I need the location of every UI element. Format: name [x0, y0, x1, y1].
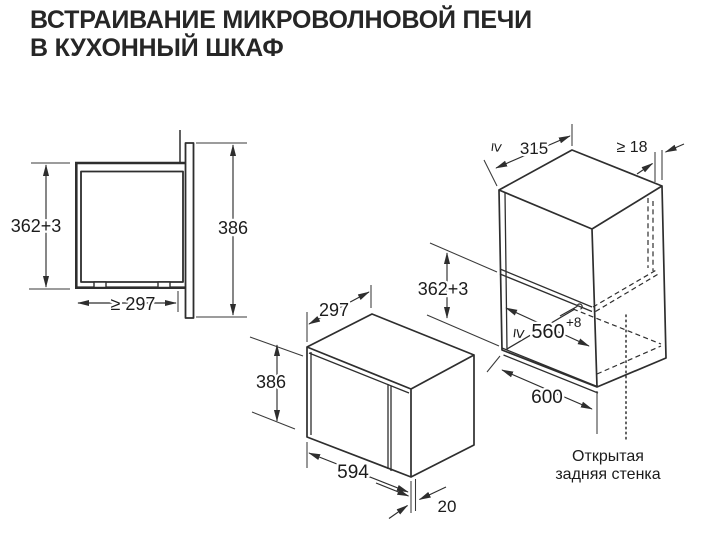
- label-open-back-line1: Открытая: [572, 448, 644, 465]
- arrow-side-thickness-left: [637, 164, 653, 175]
- label-frame-height: 386: [217, 218, 249, 238]
- oven-body-side: [81, 172, 183, 283]
- label-cabinet-niche-height: 362+3: [417, 279, 469, 299]
- label-min-depth: ≥ 297: [110, 294, 156, 314]
- label-side-thickness: ≥ 18: [616, 139, 648, 156]
- page-title-line2: В КУХОННЫЙ ШКАФ: [30, 34, 284, 62]
- label-cabinet-depth: 315: [519, 139, 549, 158]
- label-oven-depth: 297: [318, 300, 350, 320]
- label-oven-width: 594: [337, 462, 369, 483]
- label-niche-width-tolerance: +8: [566, 315, 582, 330]
- oven-front-frame-side: [186, 143, 194, 318]
- arrow-side-thickness-right: [666, 144, 685, 152]
- label-frame-thickness: 20: [437, 497, 457, 516]
- side-view-diagram: [11, 130, 248, 318]
- label-niche-width-min-symbol: ≥: [509, 327, 530, 340]
- page-title-line1: ВСТРАИВАНИЕ МИКРОВОЛНОВОЙ ПЕЧИ: [30, 6, 532, 34]
- label-niche-width: 560: [531, 321, 565, 343]
- arrow-frame-thickness-lower: [389, 506, 408, 519]
- cabinet-box: [499, 150, 666, 387]
- label-cabinet-depth-min-symbol: ≥: [487, 142, 506, 153]
- label-niche-height: 362+3: [10, 216, 62, 236]
- arrow-frame-thickness-left: [376, 483, 409, 496]
- label-open-back-line2: задняя стенка: [555, 466, 661, 483]
- oven-3d-diagram: [250, 285, 474, 519]
- label-cabinet-width: 600: [531, 387, 563, 408]
- label-oven-height: 386: [255, 372, 287, 392]
